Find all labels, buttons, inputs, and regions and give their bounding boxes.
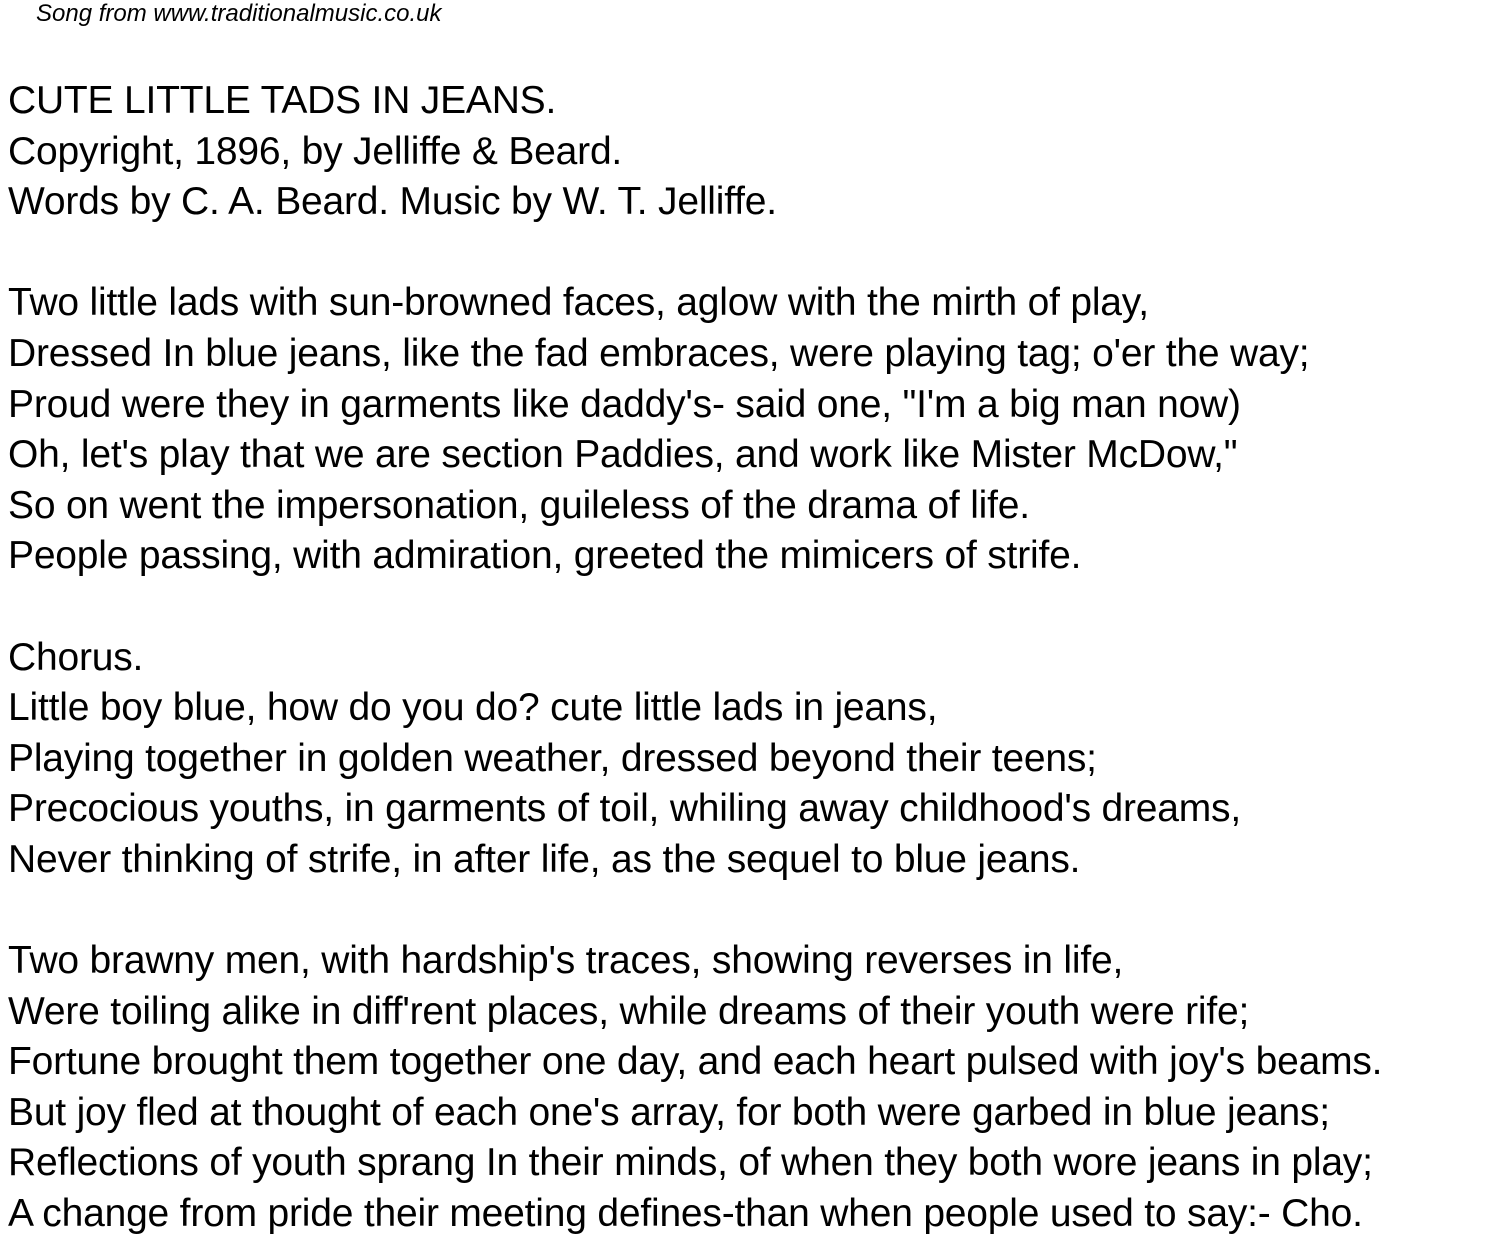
spacer bbox=[8, 228, 1382, 279]
chorus-line: Playing together in golden weather, dressed beyond their teens; bbox=[8, 736, 1097, 780]
chorus-line: Little boy blue, how do you do? cute little lads in jeans, bbox=[8, 686, 938, 730]
credits-line: Words by C. A. Beard. Music by W. T. Jelliffe. bbox=[8, 180, 777, 224]
verse1-line: Two little lads with sun-browned faces, aglow with the mirth of play, bbox=[8, 281, 1149, 325]
verse1-line: People passing, with admiration, greeted the mimicers of strife. bbox=[8, 534, 1082, 578]
spacer bbox=[8, 886, 1382, 937]
source-credit: Song from www.traditionalmusic.co.uk bbox=[36, 0, 442, 27]
verse2-line: Were toiling alike in diff'rent places, while dreams of their youth were rife; bbox=[8, 989, 1250, 1033]
spacer bbox=[8, 582, 1382, 633]
verse1-line: So on went the impersonation, guileless of the drama of life. bbox=[8, 483, 1030, 527]
verse2-line: But joy fled at thought of each one's array, for both were garbed in blue jeans; bbox=[8, 1090, 1330, 1134]
song-title: CUTE LITTLE TADS IN JEANS. bbox=[8, 79, 557, 122]
verse1-line: Proud were they in garments like daddy's- said one, "I'm a big man now) bbox=[8, 382, 1241, 426]
verse1-line: Oh, let's play that we are section Paddies, and work like Mister McDow," bbox=[8, 433, 1238, 477]
chorus-line: Precocious youths, in garments of toil, whiling away childhood's dreams, bbox=[8, 787, 1241, 831]
verse2-line: Two brawny men, with hardship's traces, showing reverses in life, bbox=[8, 939, 1124, 983]
verse2-line: Reflections of youth sprang In their minds, of when they both wore jeans in play; bbox=[8, 1141, 1373, 1185]
verse1-line: Dressed In blue jeans, like the fad embraces, were playing tag; o'er the way; bbox=[8, 331, 1310, 375]
verse2-line: Fortune brought them together one day, and each heart pulsed with joy's beams. bbox=[8, 1040, 1383, 1084]
verse2-line: A change from pride their meeting defines-than when people used to say:- Cho. bbox=[8, 1192, 1363, 1236]
chorus-line: Never thinking of strife, in after life, as the sequel to blue jeans. bbox=[8, 837, 1081, 881]
chorus-label: Chorus. bbox=[8, 635, 144, 679]
song-text bbox=[8, 76, 1382, 1240]
copyright-line: Copyright, 1896, by Jelliffe & Beard. bbox=[8, 129, 623, 173]
